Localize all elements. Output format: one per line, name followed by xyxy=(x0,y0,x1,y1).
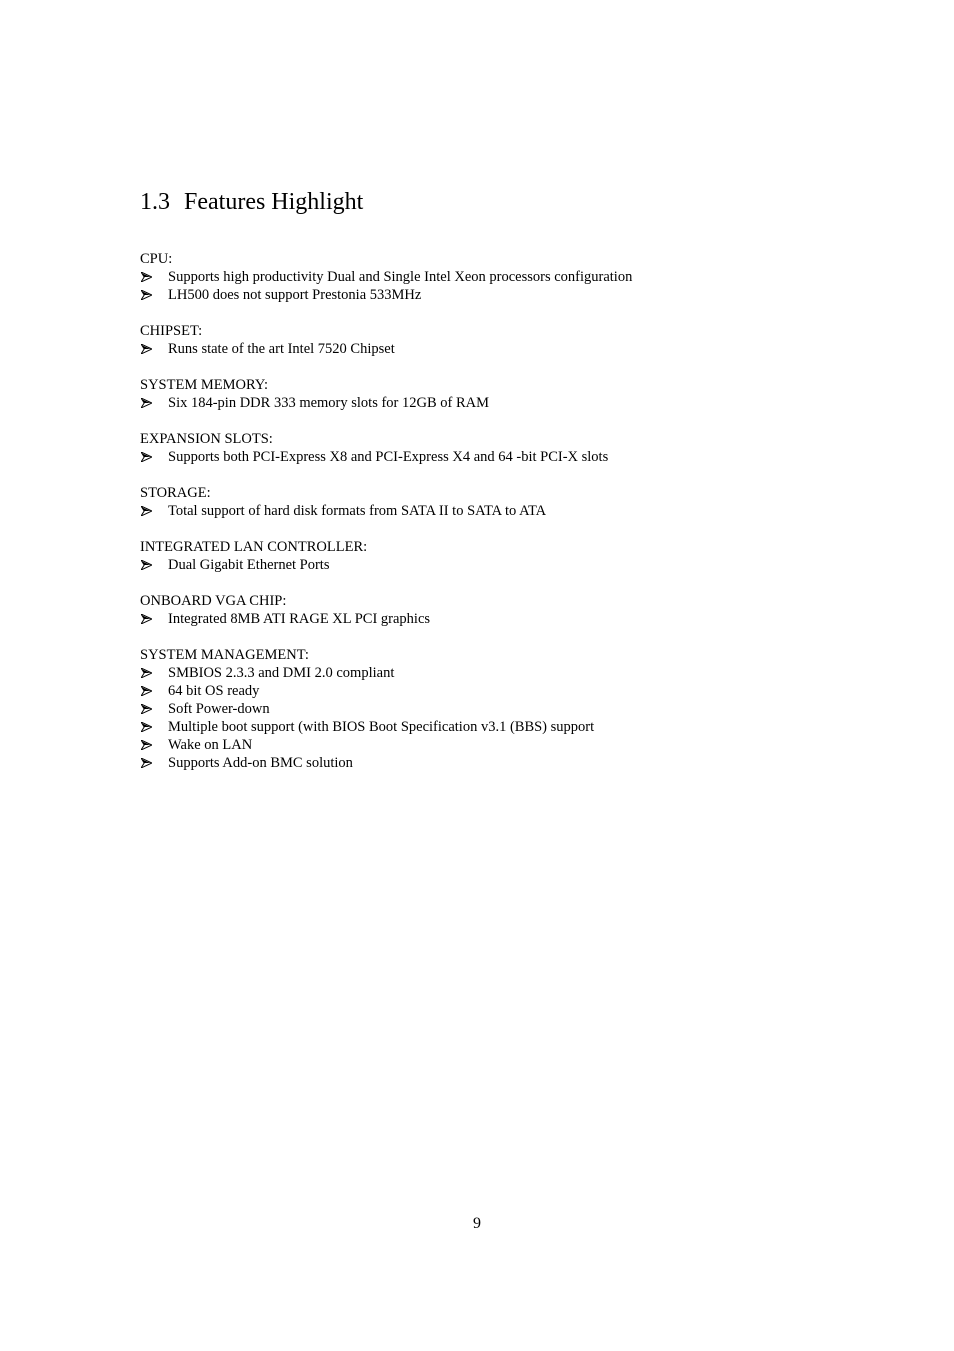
bullet-list xyxy=(140,448,840,466)
bullet-list xyxy=(140,394,840,412)
list-item-text: Total support of hard disk formats from SATA II to SATA to ATA xyxy=(168,503,547,519)
list-item-text: Supports high productivity Dual and Single Intel Xeon processors configuration xyxy=(168,269,633,285)
list-item-text: SMBIOS 2.3.3 and DMI 2.0 compliant xyxy=(168,665,395,681)
list-item xyxy=(140,340,840,358)
feature-section xyxy=(140,592,840,628)
bullet-list xyxy=(140,340,840,358)
page-title xyxy=(140,186,363,218)
section-heading: INTEGRATED LAN CONTROLLER: xyxy=(140,539,368,555)
section-heading: CPU: xyxy=(140,251,173,267)
list-item xyxy=(140,754,840,772)
section-heading: ONBOARD VGA CHIP: xyxy=(140,593,287,609)
list-item xyxy=(140,700,840,718)
section-number: 1.3 xyxy=(140,189,170,215)
section-heading: SYSTEM MANAGEMENT: xyxy=(140,647,309,663)
list-item xyxy=(140,268,840,286)
section-heading: CHIPSET: xyxy=(140,323,203,339)
feature-section xyxy=(140,376,840,412)
list-item xyxy=(140,448,840,466)
list-item xyxy=(140,394,840,412)
list-item xyxy=(140,502,840,520)
list-item xyxy=(140,682,840,700)
feature-sections xyxy=(140,250,840,790)
section-heading: SYSTEM MEMORY: xyxy=(140,377,268,393)
bullet-list xyxy=(140,664,840,772)
section-heading: EXPANSION SLOTS: xyxy=(140,431,273,447)
section-heading: STORAGE: xyxy=(140,485,211,501)
list-item-text: Dual Gigabit Ethernet Ports xyxy=(168,557,330,573)
list-item-text: Wake on LAN xyxy=(168,737,253,753)
list-item-text: Runs state of the art Intel 7520 Chipset xyxy=(168,341,395,357)
feature-section xyxy=(140,484,840,520)
list-item-text: LH500 does not support Prestonia 533MHz xyxy=(168,287,422,303)
list-item xyxy=(140,556,840,574)
feature-section xyxy=(140,538,840,574)
section-title: Features Highlight xyxy=(184,189,364,215)
list-item xyxy=(140,286,840,304)
feature-section xyxy=(140,322,840,358)
list-item-text: Soft Power-down xyxy=(168,701,270,717)
list-item-text: 64 bit OS ready xyxy=(168,683,260,699)
list-item xyxy=(140,718,840,736)
bullet-list xyxy=(140,610,840,628)
bullet-list xyxy=(140,268,840,304)
list-item-text: Integrated 8MB ATI RAGE XL PCI graphics xyxy=(168,611,431,627)
feature-section xyxy=(140,430,840,466)
list-item-text: Six 184-pin DDR 333 memory slots for 12GB of RAM xyxy=(168,395,490,411)
feature-section xyxy=(140,250,840,304)
page-number: 9 xyxy=(473,1215,481,1232)
list-item xyxy=(140,664,840,682)
list-item xyxy=(140,736,840,754)
list-item-text: Supports both PCI-Express X8 and PCI-Express X4 and 64 -bit PCI-X slots xyxy=(168,449,609,465)
bullet-list xyxy=(140,502,840,520)
list-item-text: Multiple boot support (with BIOS Boot Specification v3.1 (BBS) support xyxy=(168,719,595,735)
feature-section xyxy=(140,646,840,772)
list-item xyxy=(140,610,840,628)
list-item-text: Supports Add-on BMC solution xyxy=(168,755,353,771)
bullet-list xyxy=(140,556,840,574)
